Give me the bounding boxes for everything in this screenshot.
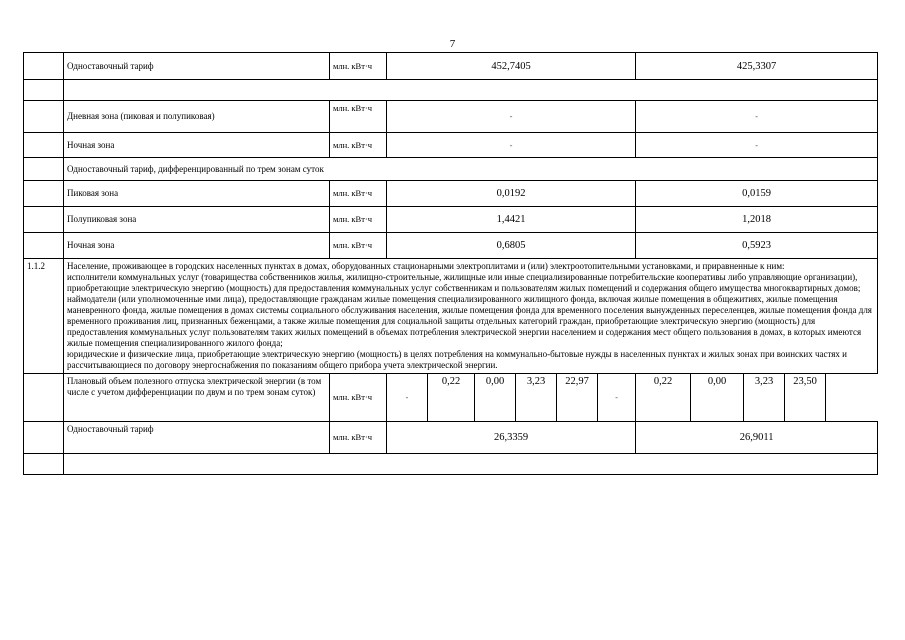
row-label: Полупиковая зона	[64, 207, 330, 233]
value-cell: 3,23	[744, 374, 785, 422]
value-cell: -	[387, 374, 428, 422]
table-row	[24, 158, 878, 181]
description-paragraph: Население, проживающее в городских населенных пунктах в домах, оборудованных стационарными электроплитами и (или) электроотопительными установками, и приравненные к ним:	[67, 261, 785, 271]
unit-cell: млн. кВт·ч	[330, 181, 387, 207]
value-cell: 0,0159	[636, 181, 878, 207]
unit-cell: млн. кВт·ч	[330, 101, 387, 133]
table-row	[24, 374, 878, 422]
row-label: Плановый объем полезного отпуска электрической энергии (в том числе с учетом дифференциации по двум и по трем зонам суток)	[64, 374, 330, 422]
unit-cell: млн. кВт·ч	[330, 207, 387, 233]
value-cell: 0,0192	[387, 181, 636, 207]
table-row	[24, 181, 878, 207]
description-paragraph: юридические и физические лица, приобретающие электрическую энергию (мощность) в целях потребления на коммунально-бытовые нужды в населенных пунктах и жилых зонах при воинских частях и рассчитывающиеся по договору энергоснабжения по показаниям общего прибора учета электрической энергии.	[67, 349, 847, 370]
value-cell: 0,00	[691, 374, 744, 422]
table-row	[24, 233, 878, 259]
row-label: Ночная зона	[64, 133, 330, 158]
table-row	[24, 133, 878, 158]
page-number: 7	[449, 38, 456, 50]
value-cell: -	[636, 133, 878, 158]
value-cell: 425,3307	[636, 53, 878, 80]
table-row	[24, 80, 878, 101]
row-label: Ночная зона	[64, 233, 330, 259]
table-row	[24, 207, 878, 233]
section-subheader: Одноставочный тариф, дифференцированный по трем зонам суток	[64, 158, 878, 181]
value-cell: 0,00	[475, 374, 516, 422]
table-row	[24, 422, 878, 454]
row-label: Пиковая зона	[64, 181, 330, 207]
unit-cell: млн. кВт·ч	[330, 133, 387, 158]
value-cell: 1,2018	[636, 207, 878, 233]
value-cell: -	[387, 133, 636, 158]
row-label: Одноставочный тариф	[64, 53, 330, 80]
value-cell: 0,6805	[387, 233, 636, 259]
value-cell: 3,23	[516, 374, 557, 422]
value-cell: -	[387, 101, 636, 133]
value-cell: 1,4421	[387, 207, 636, 233]
unit-cell: млн. кВт·ч	[330, 422, 387, 454]
tariff-table	[23, 52, 878, 475]
value-cell: 26,3359	[387, 422, 636, 454]
description-paragraph: исполнители коммунальных услуг (товарищества собственников жилья, жилищно-строительные, жилищные или иные специализированные потребительские кооперативы либо управляющие организации), приобретающие электрическую энергию (мощность) для предоставления коммунальных услуг собственникам и пользователям жилых помещений и содержания общего имущества многоквартирных домов; наймодатели (или уполномоченные ими лица), предоставляющие гражданам жилые помещения специализированного жилищного фонда, включая жилые помещения в общежитиях, жилые помещения маневренного фонда, жилые помещения в домах системы социального обслуживания населения, жилые помещения фонда для временного поселения вынужденных переселенцев, жилые помещения фонда для временного проживания лиц, признанных беженцами, а также жилые помещения для социальной защиты отдельных категорий граждан, приобретающие электрическую энергию (мощность) для предоставления коммунальных услуг пользователям таких жилых помещений в объемах потребления электрической энергии населением и содержания мест общего пользования в домах, в которых имеются жилые помещения специализированного жилого фонда;	[67, 272, 872, 348]
table-row	[24, 454, 878, 475]
value-cell: -	[598, 374, 636, 422]
section-number: 1.1.2	[24, 259, 64, 374]
value-cell: -	[636, 101, 878, 133]
value-cell: 26,9011	[636, 422, 878, 454]
value-cell: 0,22	[636, 374, 691, 422]
value-cell: 0,22	[428, 374, 475, 422]
row-label: Дневная зона (пиковая и полупиковая)	[64, 101, 330, 133]
unit-cell: млн. кВт·ч	[330, 233, 387, 259]
section-description	[64, 259, 878, 374]
unit-cell: млн. кВт·ч	[330, 374, 387, 422]
table-row	[24, 101, 878, 133]
value-cell: 452,7405	[387, 53, 636, 80]
value-cell: 23,50	[785, 374, 826, 422]
value-cell: 0,5923	[636, 233, 878, 259]
row-label: Одноставочный тариф	[64, 422, 330, 454]
table-row	[24, 259, 878, 374]
unit-cell: млн. кВт·ч	[330, 53, 387, 80]
table-row	[24, 53, 878, 80]
value-cell: 22,97	[557, 374, 598, 422]
